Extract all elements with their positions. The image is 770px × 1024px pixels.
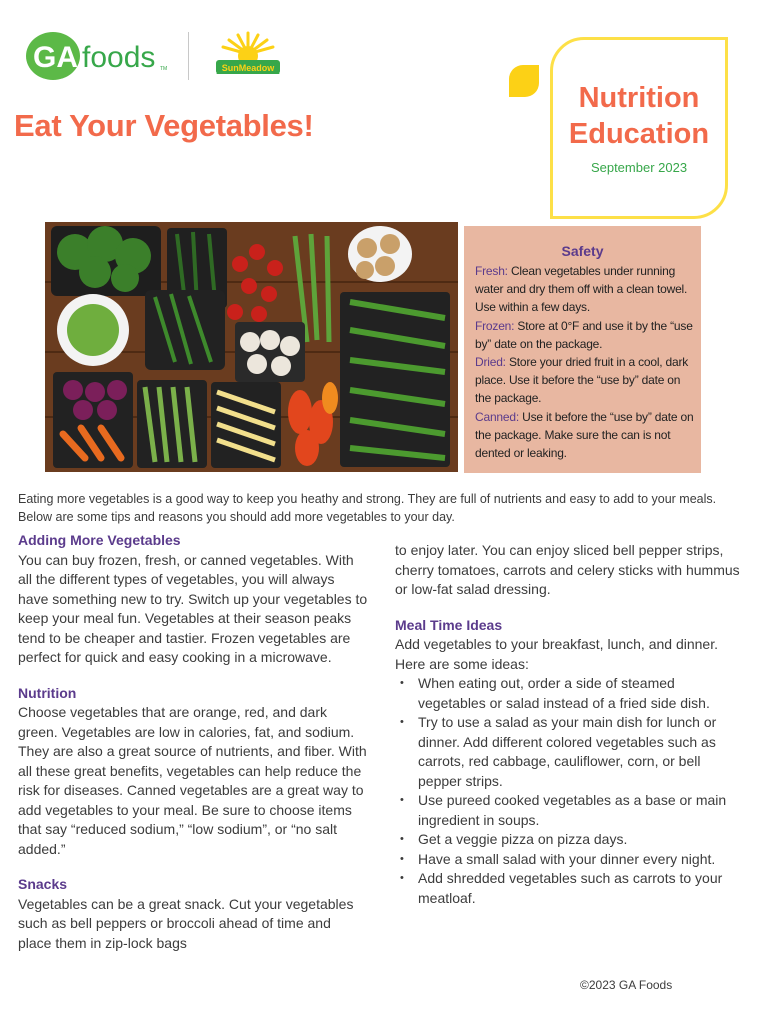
left-column xyxy=(18,531,368,953)
nutrition-education-heading xyxy=(553,80,725,152)
svg-text:TM: TM xyxy=(160,66,168,72)
svg-text:GA: GA xyxy=(33,41,78,74)
mealtime-intro: Add vegetables to your breakfast, lunch, and dinner. Here are some ideas: xyxy=(395,636,718,672)
svg-text:SunMeadow: SunMeadow xyxy=(221,63,275,73)
list-item: • Have a small salad with your dinner every night. xyxy=(395,850,740,870)
logo-divider xyxy=(188,32,189,80)
heading-line-1: Nutrition xyxy=(578,82,700,114)
snacks-text: Vegetables can be a great snack. Cut your vegetables such as bell peppers or broccoli ahead of time and place them in zip-lock bags xyxy=(18,895,354,951)
svg-text:foods: foods xyxy=(82,41,156,74)
safety-text-fresh: Clean vegetables under running water and dry them off with a clean towel. Use within a few days. xyxy=(475,264,688,315)
ga-foods-logo xyxy=(26,30,171,82)
list-item: • Add shredded vegetables such as carrots to your meatloaf. xyxy=(395,869,740,908)
adding-text: You can buy frozen, fresh, or canned vegetables. With all the different types of vegetables, you will always have something new to try. Switch up your vegetables to keep your meal fun. Vegetables at their season peaks tend to be cheaper and tastier. Frozen vegetables are perfect for quick and easy cooking in a microwave. xyxy=(18,551,368,665)
safety-label-dried: Dried: xyxy=(475,355,506,370)
adding-heading: Adding More Vegetables xyxy=(18,532,181,548)
page-title: Eat Your Vegetables! xyxy=(14,108,314,143)
snacks-heading: Snacks xyxy=(18,876,68,892)
yellow-accent-shape xyxy=(509,65,539,97)
list-item: • When eating out, order a side of steamed vegetables or salad instead of a fried side dish. xyxy=(395,674,740,713)
safety-heading: Safety xyxy=(561,243,604,259)
safety-text-frozen: Store at 0°F and use it by the “use by” date on the package. xyxy=(475,318,693,351)
nutrition-text: Choose vegetables that are orange, red, and dark green. Vegetables are low in calories, fat, and sodium. They are also a great source of nutrients, and fiber. With all these great benefits, vegetables can help reduce the risk for diseases. Canned vegetables are a great way to add vegetables to your meal. Be sure to choose items that say “reduced sodium,” “low sodium”, or “no salt added.” xyxy=(18,704,367,857)
mealtime-list xyxy=(395,674,740,908)
list-item: • Get a veggie pizza on pizza days. xyxy=(395,830,740,850)
copyright: ©2023 GA Foods xyxy=(580,978,673,992)
safety-label-canned: Canned: xyxy=(475,409,519,424)
sunmeadow-logo xyxy=(212,30,284,80)
snacks-continued-text: to enjoy later. You can enjoy sliced bell pepper strips, cherry tomatoes, carrots and celery sticks with hummus or low-fat salad dressing. xyxy=(395,542,740,597)
safety-text-canned: Use it before the “use by” date on the package. Make sure the can is not dented or leaking. xyxy=(475,409,694,461)
list-item: • Try to use a salad as your main dish for lunch or dinner. Add different colored vegetables such as carrots, red cabbage, cauliflower, corn, or bell pepper strips. xyxy=(395,713,740,791)
intro-paragraph: Eating more vegetables is a good way to keep you heathy and strong. They are full of nutrients and easy to add to your meals. Below are some tips and reasons you should add more vegetables to your day. xyxy=(18,492,717,524)
mealtime-heading: Meal Time Ideas xyxy=(395,616,503,633)
right-column xyxy=(395,541,740,908)
list-item: • Use pureed cooked vegetables as a base or main ingredient in soups. xyxy=(395,791,740,830)
issue-date: September 2023 xyxy=(590,160,688,175)
safety-text-dried: Store your dried fruit in a cool, dark place. Use it before the “use by” date on the package. xyxy=(475,355,689,406)
vegetables-photo xyxy=(45,222,458,472)
safety-text xyxy=(475,262,697,462)
nutrition-heading: Nutrition xyxy=(18,684,77,701)
heading-line-2: Education xyxy=(568,118,710,150)
safety-label-frozen: Frozen: xyxy=(475,318,515,333)
safety-label-fresh: Fresh: xyxy=(475,264,508,278)
